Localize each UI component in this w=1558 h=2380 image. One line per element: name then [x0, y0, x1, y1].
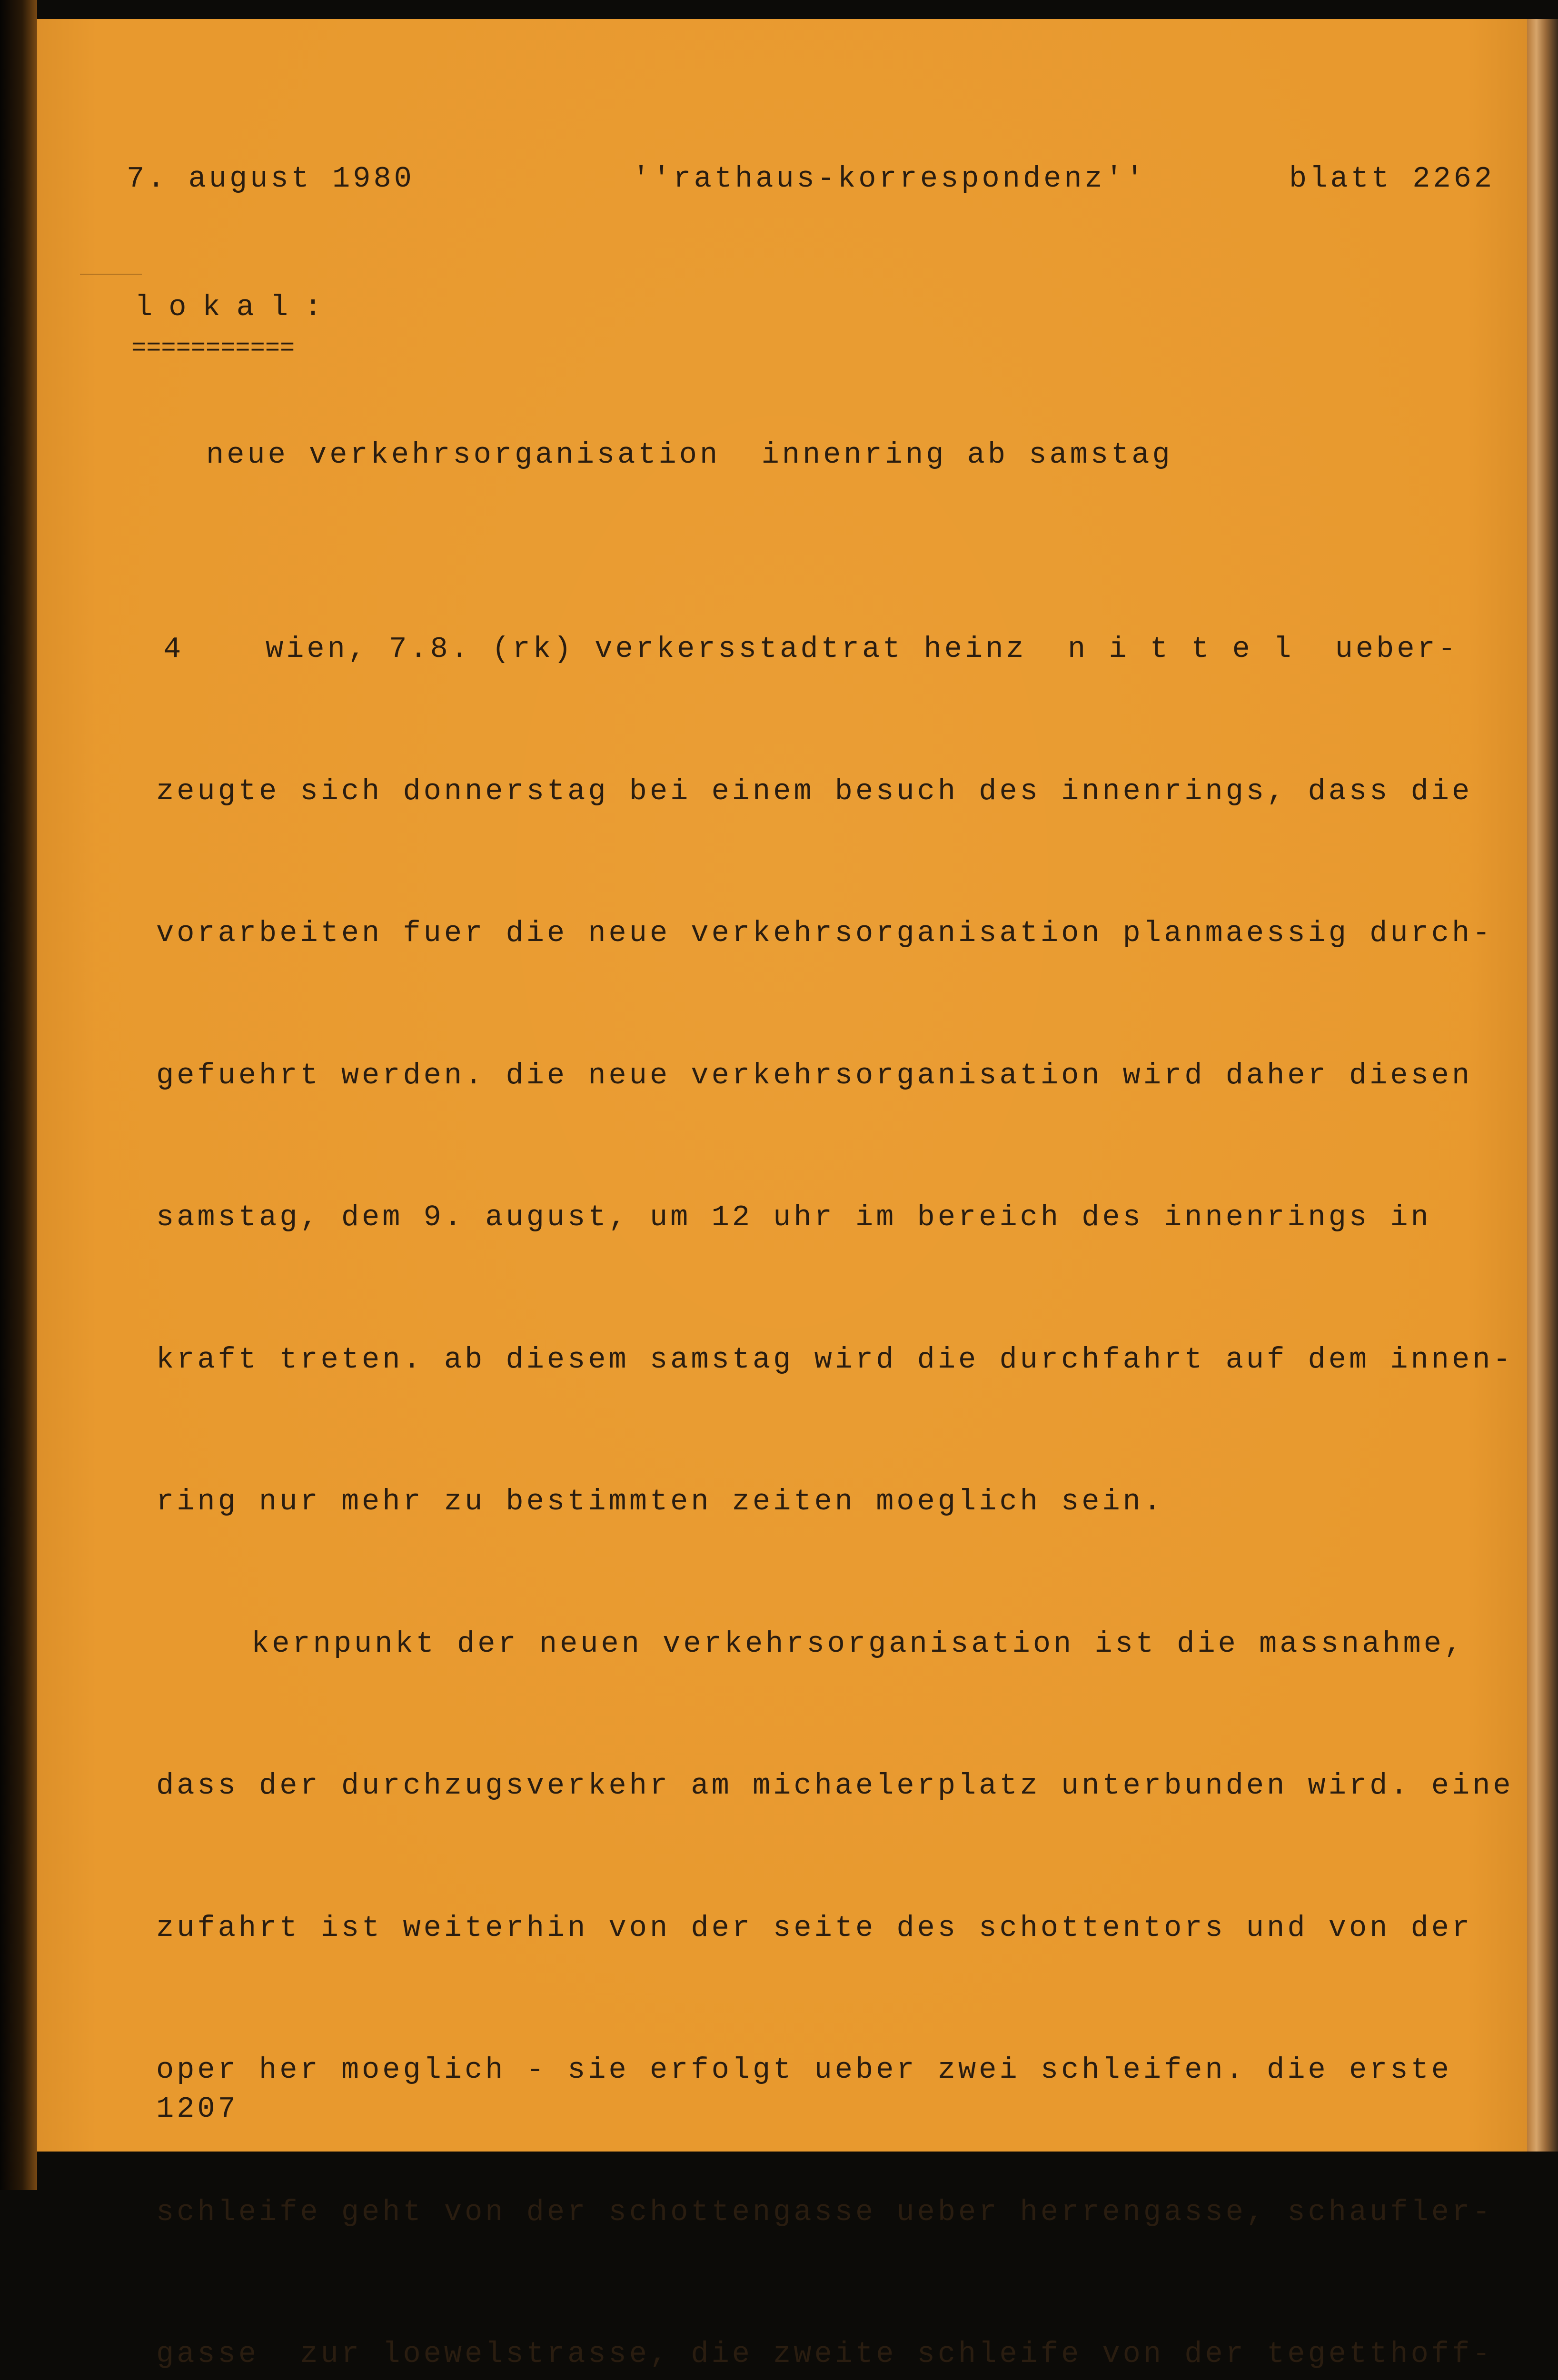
- section-label: lokal:: [135, 290, 338, 324]
- body-line: samstag, dem 9. august, um 12 uhr im bereich des innenrings in: [156, 1200, 1431, 1234]
- book-spine: [0, 0, 37, 2190]
- body-line: ring nur mehr zu bestimmten zeiten moeglich sein.: [156, 1485, 1164, 1518]
- header-sheet-number: blatt 2262: [1289, 162, 1495, 196]
- body-line: dass der durchzugsverkehr am michaelerplatz unterbunden wird. eine: [156, 1769, 1514, 1803]
- pencil-mark: [80, 274, 142, 275]
- document-page: [37, 19, 1527, 2371]
- header-publication: ''rathaus-korrespondenz'': [632, 162, 1147, 196]
- body-line: vorarbeiten fuer die neue verkehrsorganisation planmaessig durch-: [156, 916, 1493, 950]
- body-line: gasse zur loewelstrasse, die zweite schleife von der tegetthoff-: [156, 2337, 1493, 2371]
- body-line: kraft treten. ab diesem samstag wird die durchfahrt auf dem innen-: [156, 1342, 1514, 1377]
- page-stack-edge: [1527, 19, 1558, 2152]
- header-date: 7. august 1980: [127, 162, 415, 196]
- footer-number: 1207: [156, 2092, 238, 2126]
- body-line: oper her moeglich - sie erfolgt ueber zwei schleifen. die erste: [156, 2053, 1452, 2087]
- article-headline: neue verkehrsorganisation innenring ab samstag: [206, 438, 1173, 472]
- body-line: zufahrt ist weiterhin von der seite des schottentors und von der: [156, 1911, 1473, 1945]
- body-line: schleife geht von der schottengasse ueber herrengasse, schaufler-: [156, 2195, 1493, 2229]
- section-underline: ===========: [131, 334, 295, 362]
- article-body: [156, 531, 1527, 2380]
- body-line: zeugte sich donnerstag bei einem besuch des innenrings, dass die: [156, 774, 1473, 808]
- item-number: 4: [163, 632, 184, 666]
- body-line: 4 wien, 7.8. (rk) verkersstadtrat heinz n i t t e l ueber-: [156, 625, 1527, 673]
- body-line: kernpunkt der neuen verkehrsorganisation ist die massnahme,: [251, 1626, 1465, 1661]
- body-line: gefuehrt werden. die neue verkehrsorganisation wird daher diesen: [156, 1058, 1473, 1092]
